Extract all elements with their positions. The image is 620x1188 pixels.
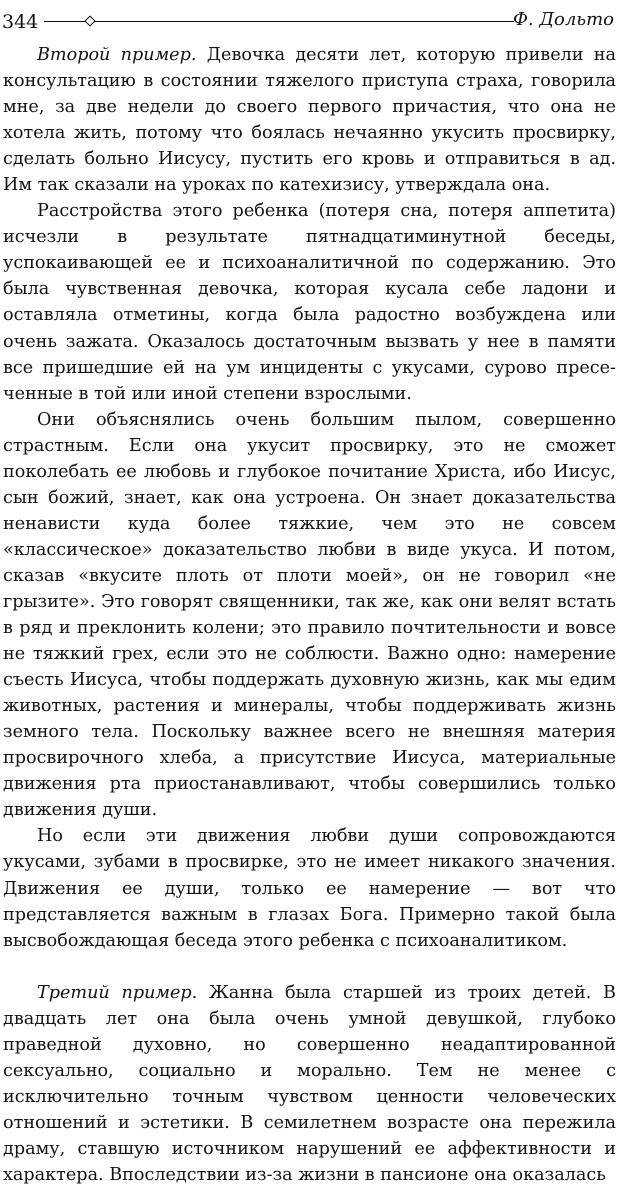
paragraph: Они объяснялись очень большим пылом, совершенно страстным. Если она укусит просвирку, это не сможет поколебать ее любовь и глубокое почитание Христа, ибо Иисус, сын божий, знает, как она устроена. Он знает доказательства ненависти куда более тяжкие, чем это не совсем «классическое» доказательство любви в виде укуса. И потом, сказав «вкусите плоть от плоти моей», он не говорил «не грызите». Это говорят священники, так же, как они велят встать в ряд и преклонить колени; это правило почтительности и вовсе не тяжкий грех, если это не соблюсти. Важно одно: намерение съесть Иисуса, чтобы поддержать духовную жизнь, как мы едим животных, растения и минералы, чтобы поддерживать жизнь земного тела. Поскольку важнее всего не внешняя материя просвирочного хлеба, а присутствие Иисуса, материальные движения рта приостанавливают, чтобы совершились только движения души. bbox=[3, 409, 616, 821]
paragraph-third-example bbox=[3, 980, 616, 1188]
page-header bbox=[0, 0, 620, 40]
body-text bbox=[3, 42, 616, 1188]
header-rule bbox=[44, 21, 514, 22]
paragraph-text: Жанна была старшей из троих детей. В двадцать лет она была очень умной девушкой, глубоко праведной духовно, но совершенно неадаптированной сексуально, социально и морально. Тем не менее с исключительно точным чувством ценности человеческих отношений и эстетики. В семилетнем возрасте она пережила драму, ставшую источником нарушений ее аффективности и характера. Впоследствии из-за жизни в пансионе она оказалась bbox=[3, 982, 616, 1185]
paragraph: Но если эти движения любви души сопровождаются укусами, зубами в просвирке, это не имеет никакого значения. Движения ее души, только ее намерение — вот что представляется важным в глазах Бога. Примерно такой была высвобождающая беседа этого ребенка с психоаналитиком. bbox=[3, 826, 616, 951]
example-lead-italic: Второй пример. bbox=[37, 45, 197, 65]
paragraph-text: Девочка десяти лет, которую привели на консультацию в состоянии тяжелого приступа страха, говорила мне, за две недели до своего первого причастия, что она не хотела жить, потому что боялась нечаянно укусить просвирку, сделать больно Иисусу, пустить его кровь и отправиться в ад. Им так сказали на уроках по катехизису, утверждала она. bbox=[3, 45, 617, 196]
paragraph-second-example bbox=[3, 42, 616, 198]
page-number: 344 bbox=[2, 11, 39, 33]
paragraph: Расстройства этого ребенка (потеря сна, потеря аппетита) исчезли в результате пятнадцатиминутной беседы, успокаивающей ее и психоаналитичной по содержанию. Это была чувственная девочка, которая кусала себе ладони и оставляла отметины, когда была радостно возбуждена или очень зажата. Оказалось достаточным вызвать у нее в памяти все пришедшие ей на ум инциденты с укусами, сурово пресеченные в той или иной степени взрослыми. bbox=[3, 201, 616, 404]
rule-diamond-ornament bbox=[84, 15, 95, 26]
running-head-author: Ф. Дольто bbox=[512, 9, 614, 30]
example-lead-italic: Третий пример. bbox=[37, 982, 198, 1003]
